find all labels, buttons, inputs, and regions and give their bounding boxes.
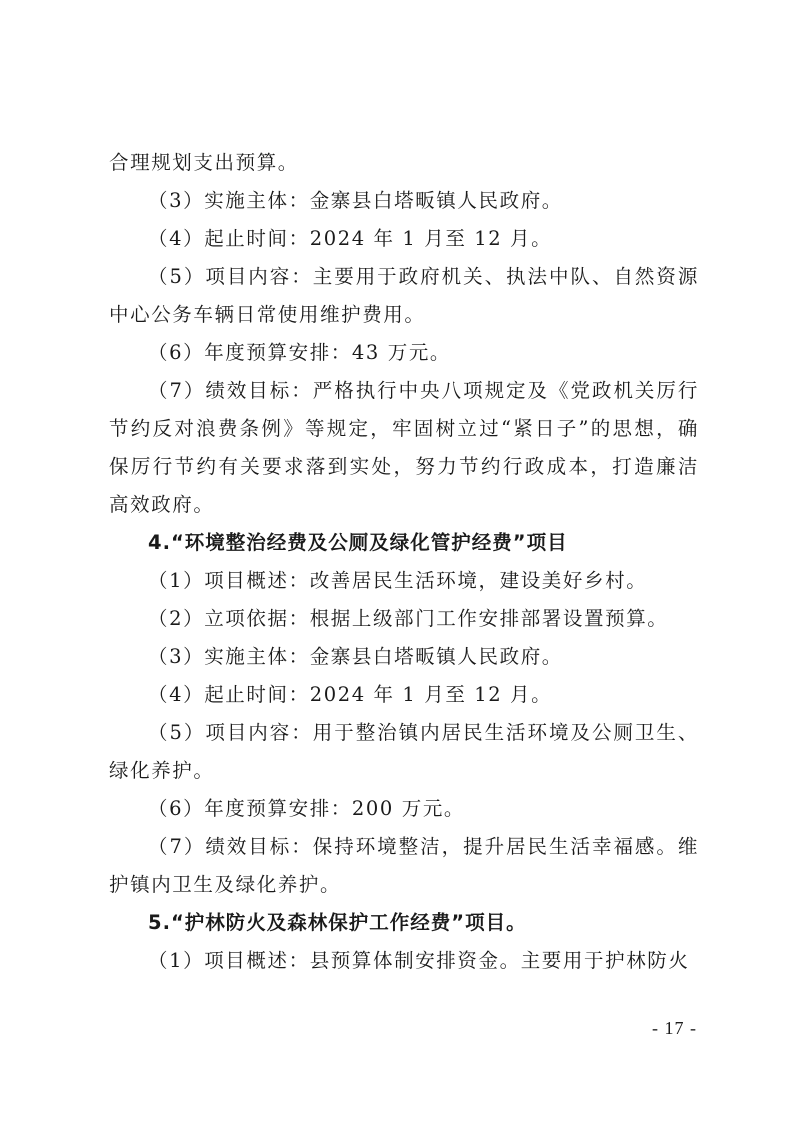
paragraph: 合理规划支出预算。 bbox=[109, 151, 299, 174]
paragraph: （6）年度预算安排：43 万元。 bbox=[148, 341, 452, 364]
page-body bbox=[109, 144, 699, 980]
paragraph: （3）实施主体：金寨县白塔畈镇人民政府。 bbox=[148, 189, 563, 212]
paragraph: （4）起止时间：2024 年 1 月至 12 月。 bbox=[148, 227, 553, 250]
paragraph: （1）项目概述：改善居民生活环境，建设美好乡村。 bbox=[148, 569, 648, 592]
paragraph: （4）起止时间：2024 年 1 月至 12 月。 bbox=[148, 683, 553, 706]
paragraph: （5）项目内容：主要用于政府机关、执法中队、自然资源中心公务车辆日常使用维护费用。 bbox=[109, 265, 699, 326]
paragraph: （2）立项依据：根据上级部门工作安排部署设置预算。 bbox=[148, 607, 669, 630]
paragraph: （6）年度预算安排：200 万元。 bbox=[148, 797, 466, 820]
paragraph: （3）实施主体：金寨县白塔畈镇人民政府。 bbox=[148, 645, 563, 668]
page-number: - 17 - bbox=[652, 1018, 697, 1038]
paragraph: （5）项目内容：用于整治镇内居民生活环境及公厕卫生、绿化养护。 bbox=[109, 721, 699, 782]
paragraph: （7）绩效目标：保持环境整洁，提升居民生活幸福感。维护镇内卫生及绿化养护。 bbox=[109, 835, 699, 896]
section-heading: 5.“护林防火及森林保护工作经费”项目。 bbox=[148, 911, 527, 934]
paragraph: （7）绩效目标：严格执行中央八项规定及《党政机关厉行节约反对浪费条例》等规定，牢固树立过“紧日子”的思想，确保厉行节约有关要求落到实处，努力节约行政成本，打造廉洁高效政府。 bbox=[109, 379, 699, 516]
paragraph: （1）项目概述：县预算体制安排资金。主要用于护林防火 bbox=[148, 949, 690, 972]
section-heading: 4.“环境整治经费及公厕及绿化管护经费”项目 bbox=[148, 531, 568, 554]
